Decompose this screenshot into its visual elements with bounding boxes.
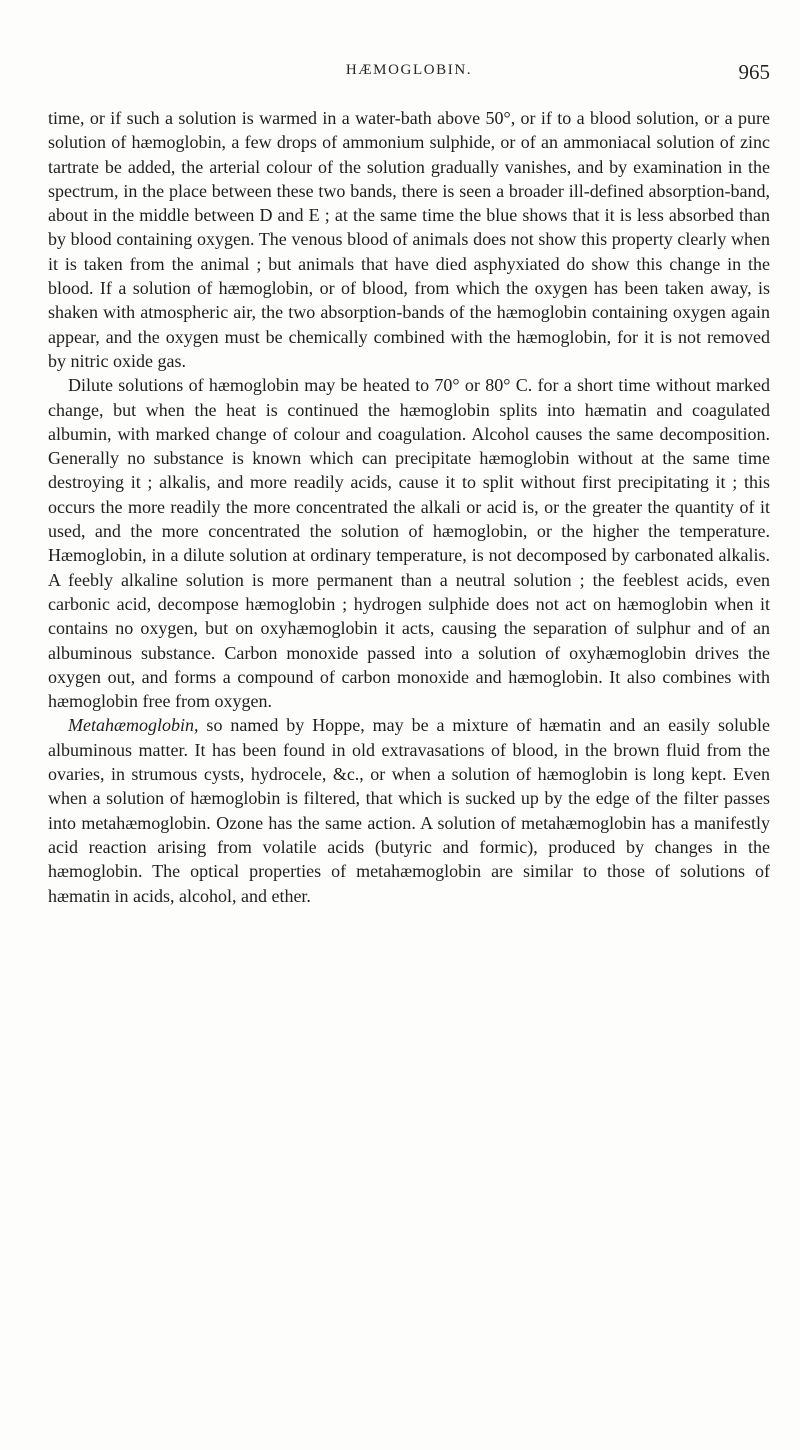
page-number: 965 xyxy=(738,60,770,84)
running-title: HÆMOGLOBIN. xyxy=(345,62,473,78)
metahaemoglobin-text: so named by Hoppe, may be a mixture of hæmatin and an easily soluble albuminous matter. It has been found in old extravasations of blood, in the brown fluid from the ovaries, in strumous cysts, hydrocele, &c., or when a solution of hæmoglobin is long kept. Even when a solution of hæmoglobin is filtered, that which is sucked up by the edge of the filter passes into metahæmoglobin. Ozone has the same action. A solution of metahæmoglobin has a manifestly acid reaction arising from volatile acids (butyric and formic), produced by changes in the hæmoglobin. The optical properties of metahæmoglobin are similar to those of solutions of hæmatin in acids, alcohol, and ether. xyxy=(48,715,770,906)
page-header xyxy=(48,60,770,88)
body-text xyxy=(48,106,770,908)
paragraph-dilute-solutions: Dilute solutions of hæmoglobin may be heated to 70° or 80° C. for a short time without marked change, but when the heat is continued the hæmoglobin splits into hæmatin and coagulated albumin, with marked change of colour and coagulation. Alcohol causes the same decomposition. Generally no substance is known which can precipitate hæmoglobin without at the same time destroying it ; alkalis, and more readily acids, cause it to split without first precipitating it ; this occurs the more readily the more concentrated the alkali or acid is, or the greater the quantity of it used, and the more concentrated the solution of hæmoglobin, or the higher the temperature. Hæmoglobin, in a dilute solution at ordinary temperature, is not decomposed by carbonated alkalis. A feebly alkaline solution is more permanent than a neutral solution ; the feeblest acids, even carbonic acid, decompose hæmoglobin ; hydrogen sulphide does not act on hæmoglobin when it contains no oxygen, but on oxyhæmoglobin it acts, causing the separation of sulphur and of an albuminous substance. Carbon monoxide passed into a solution of oxyhæmoglobin drives the oxygen out, and forms a compound of carbon monoxide and hæmoglobin. It also combines with hæmoglobin free from oxygen. xyxy=(48,375,770,712)
paragraph-metahaemoglobin xyxy=(48,713,770,907)
paragraph-continued: time, or if such a solution is warmed in a water-bath above 50°, or if to a blood solution, or a pure solution of hæmoglobin, a few drops of ammonium sulphide, or of an ammoniacal solution of zinc tartrate be added, the arterial colour of the solution gradually vanishes, and by examination in the spectrum, in the place between these two bands, there is seen a broader ill-defined absorption-band, about in the middle between D and E ; at the same time the blue shows that it is less absorbed than by blood containing oxygen. The venous blood of animals does not show this property clearly when it is taken from the animal ; but animals that have died asphyxiated do show this change in the blood. If a solution of hæmoglobin, or of blood, from which the oxygen has been taken away, is shaken with atmospheric air, the two absorption-bands of the hæmoglobin containing oxygen again appear, and the oxygen must be chemically combined with the hæmoglobin, for it is not removed by nitric oxide gas. xyxy=(48,108,770,371)
metahaemoglobin-term: Metahæmoglobin, xyxy=(68,715,199,736)
